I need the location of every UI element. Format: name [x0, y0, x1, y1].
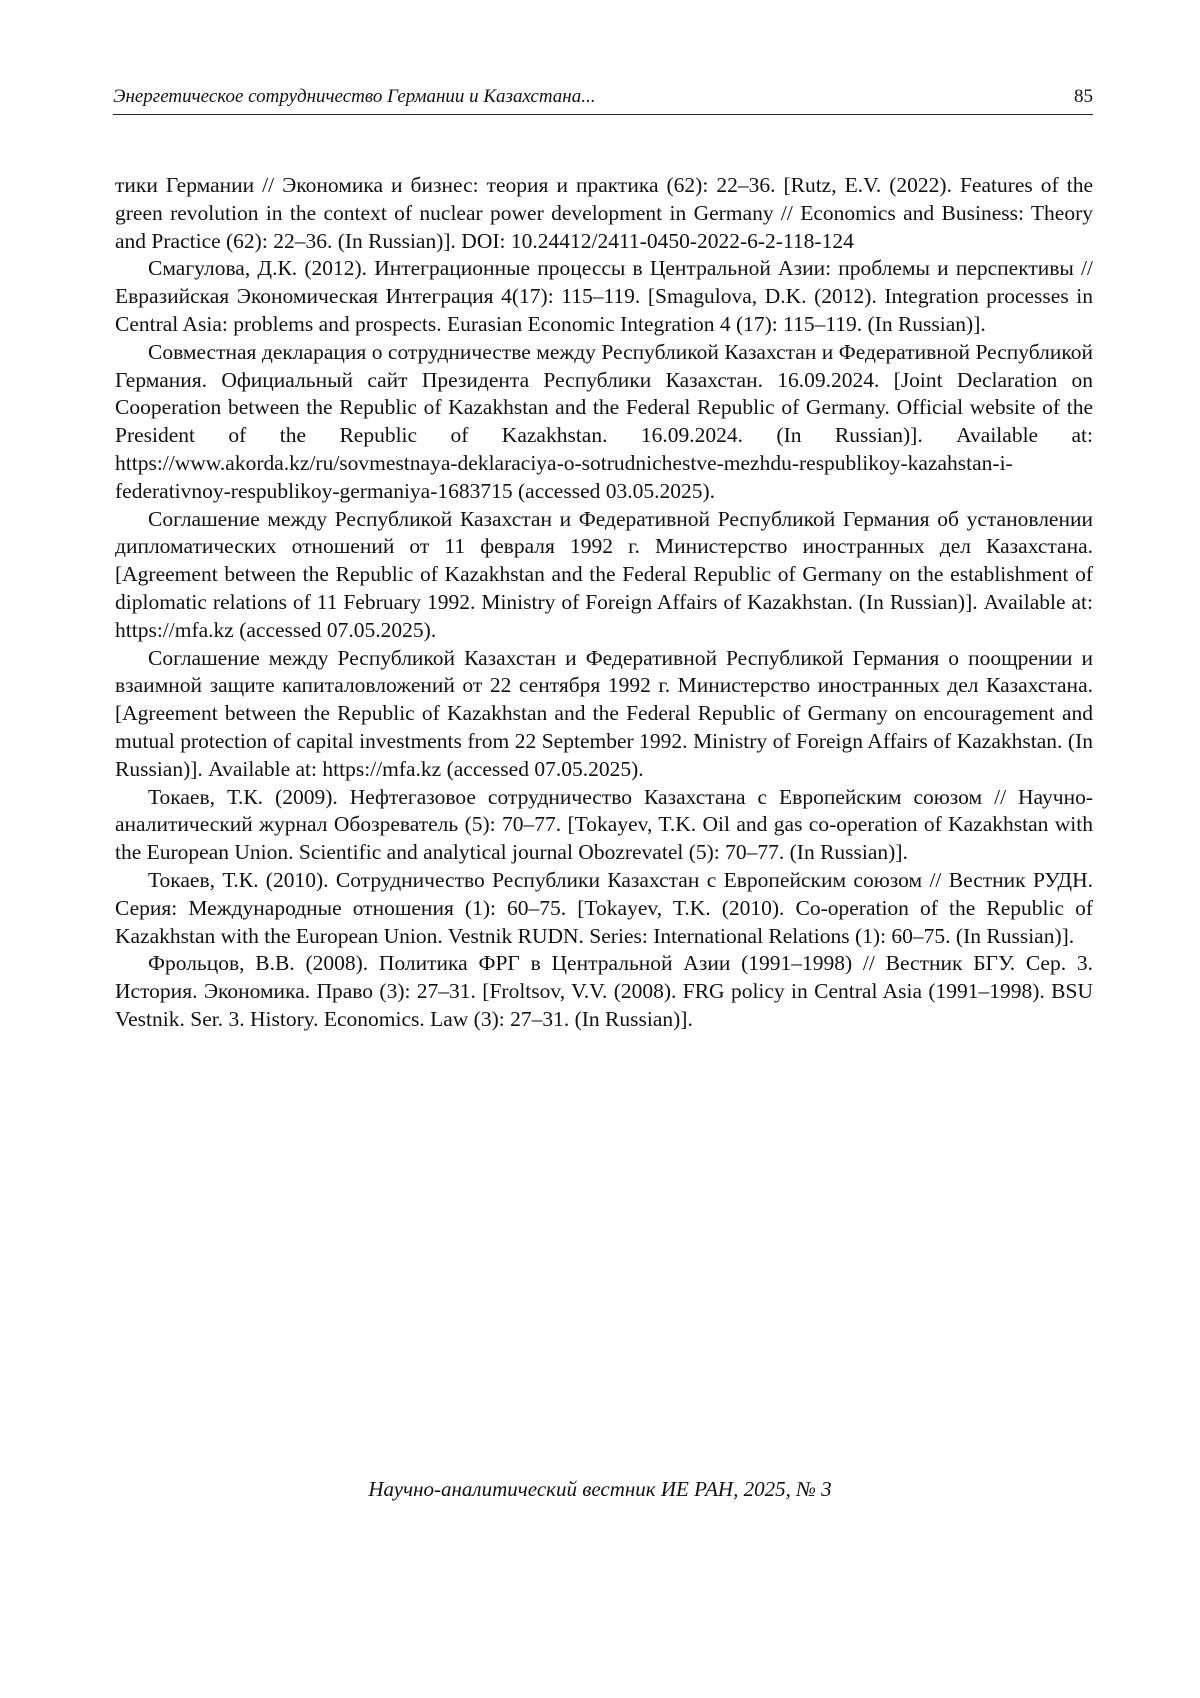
running-title: Энергетическое сотрудничество Германии и Казахстана...: [113, 86, 596, 107]
journal-footer: Научно-аналитический вестник ИЕ РАН, 2025, № 3: [368, 1477, 832, 1501]
reference-entry-tokayev-2009: Токаев, Т.К. (2009). Нефтегазовое сотрудничество Казахстана с Европейским союзом // Научно-аналитический журнал Обозреватель (5): 70–77. [Tokayev, T.K. Oil and gas co-operation of Kazakhstan with the European Union. Scientific and analytical journal Obozrevatel (5): 70–77. (In Russian)].: [115, 784, 1093, 865]
reference-entry-investment-agreement: Соглашение между Республикой Казахстан и Федеративной Республикой Германия о поощрении и взаимной защите капиталовложений от 22 сентября 1992 г. Министерство иностранных дел Казахстана. [Agreement between the Republic of Kazakhstan and the Federal Republic of Germany on encouragement and mutual protection of capital investments from 22 September 1992. Ministry of Foreign Affairs of Kazakhstan. (In Russian)]. Available at: https://mfa.kz (accessed 07.05.2025).: [115, 645, 1093, 781]
reference-entry-froltsov: Фрольцов, В.В. (2008). Политика ФРГ в Центральной Азии (1991–1998) // Вестник БГУ. Сер. 3. История. Экономика. Право (3): 27–31. [Froltsov, V.V. (2008). FRG policy in Central Asia (1991–1998). BSU Vestnik. Ser. 3. History. Economics. Law (3): 27–31. (In Russian)].: [115, 951, 1093, 1031]
reference-entry-smagulova: Смагулова, Д.К. (2012). Интеграционные процессы в Центральной Азии: проблемы и перспективы // Евразийская Экономическая Интеграция 4(17): 115–119. [Smagulova, D.K. (2012). Integration processes in Central Asia: problems and prospects. Eurasian Economic Integration 4 (17): 115–119. (In Russian)].: [115, 256, 1093, 336]
reference-entry-diplomatic-relations-agreement: Соглашение между Республикой Казахстан и Федеративной Республикой Германия об установлении дипломатических отношений от 11 февраля 1992 г. Министерство иностранных дел Казахстана. [Agreement between the Republic of Kazakhstan and the Federal Republic of Germany on the establishment of diplomatic relations of 11 February 1992. Ministry of Foreign Affairs of Kazakhstan. (In Russian)]. Available at: https://mfa.kz (accessed 07.05.2025).: [115, 506, 1093, 642]
reference-entry-tokayev-2010: Токаев, Т.К. (2010). Сотрудничество Республики Казахстан с Европейским союзом // Вестник РУДН. Серия: Международные отношения (1): 60–75. [Tokayev, T.K. (2010). Co-operation of the Republic of Kazakhstan with the European Union. Vestnik RUDN. Series: International Relations (1): 60–75. (In Russian)].: [115, 867, 1093, 948]
reference-entry-joint-declaration: Совместная декларация о сотрудничестве между Республикой Казахстан и Федеративной Республикой Германия. Официальный сайт Президента Республики Казахстан. 16.09.2024. [Joint Declaration on Cooperation between the Republic of Kazakhstan and the Federal Republic of Germany. Official website of the President of the Republic of Kazakhstan. 16.09.2024. (In Russian)]. Available at: https://www.akorda.kz/ru/sovmestnaya-deklaraciya-o-sotrudnichestve-mezhdu-respublikoy-kazahstan-i-federativnoy-respublikoy-germaniya-1683715 (accessed 03.05.2025).: [115, 339, 1093, 503]
page-number: 85: [1074, 86, 1093, 107]
reference-list: [115, 172, 1093, 1034]
reference-entry-continued: тики Германии // Экономика и бизнес: теория и практика (62): 22–36. [Rutz, E.V. (2022). Features of the green revolution in the context of nuclear power development in Germany // Economics and Business: Theory and Practice (62): 22–36. (In Russian)]. DOI: 10.24412/2411-0450-2022-6-2-118-124: [115, 173, 1093, 253]
running-header: [113, 84, 1093, 115]
